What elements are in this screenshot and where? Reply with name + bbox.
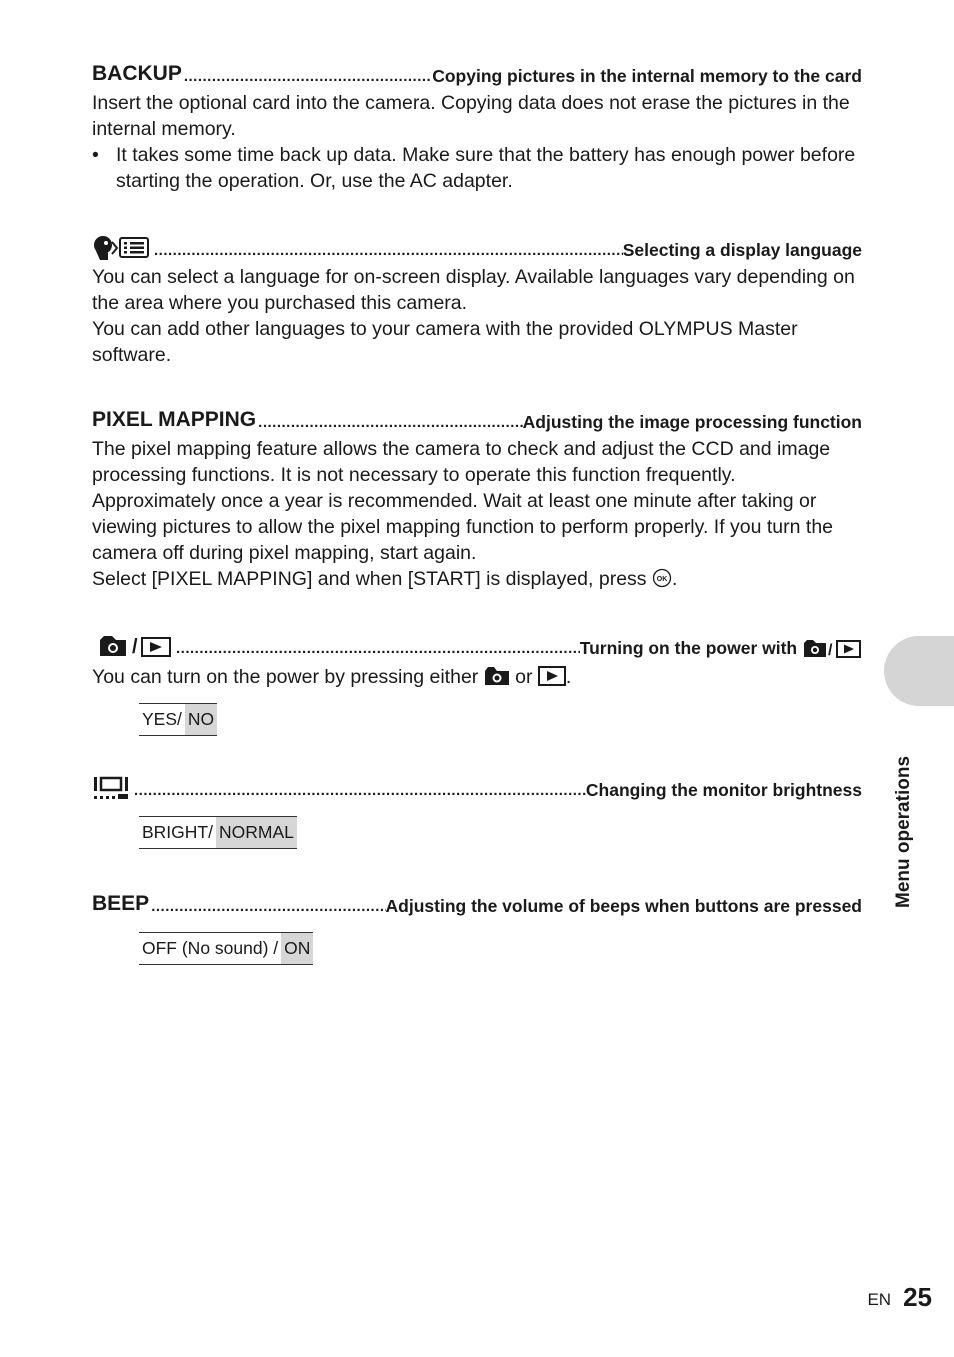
leader-dots xyxy=(256,414,523,432)
backup-description: Copying pictures in the internal memory to the card xyxy=(432,66,862,86)
pixel-mapping-paragraph-2 xyxy=(92,566,862,595)
chapter-tab xyxy=(884,636,954,706)
side-chapter-label: Menu operations xyxy=(893,755,914,908)
beep-title: BEEP xyxy=(92,892,150,915)
beep-heading xyxy=(92,886,862,916)
power-description xyxy=(580,638,862,658)
monitor-description: Changing the monitor brightness xyxy=(585,780,862,800)
backup-heading xyxy=(92,56,862,86)
bullet-mark: • xyxy=(92,144,99,166)
language-paragraph-1: You can select a language for on-screen display. Available languages vary depending on the area where you purchased this camera. xyxy=(92,266,855,314)
language-section xyxy=(92,230,862,368)
monitor-options xyxy=(139,816,297,849)
pixel-mapping-body xyxy=(92,436,862,595)
monitor-section xyxy=(92,770,862,849)
playback-icon xyxy=(538,666,566,693)
pixel-mapping-title: PIXEL MAPPING xyxy=(92,408,257,431)
power-heading xyxy=(92,628,862,658)
pixel-mapping-period: . xyxy=(671,568,678,590)
page-footer xyxy=(867,1282,932,1312)
backup-paragraph: Insert the optional card into the camera. Copying data does not erase the pictures in the internal memory. xyxy=(92,92,850,140)
option-yes: YES/ xyxy=(142,709,182,729)
ok-button-icon xyxy=(652,568,672,595)
leader-dots xyxy=(174,640,580,658)
camera-play-icon xyxy=(92,632,174,658)
svg-text:/: / xyxy=(132,636,138,658)
camera-play-icon xyxy=(802,638,862,658)
beep-options xyxy=(139,932,313,965)
option-on-default: ON xyxy=(281,933,313,964)
pixel-mapping-description: Adjusting the image processing function xyxy=(522,412,862,432)
monitor-brightness-icon xyxy=(92,774,132,800)
language-code: EN xyxy=(867,1290,892,1309)
backup-bullet xyxy=(92,142,862,194)
backup-section xyxy=(92,56,862,194)
backup-title: BACKUP xyxy=(92,62,182,85)
leader-dots xyxy=(152,242,623,260)
power-options xyxy=(139,703,217,736)
pixel-mapping-heading xyxy=(92,402,862,432)
power-description-text: Turning on the power with xyxy=(579,638,798,658)
svg-text:OK: OK xyxy=(656,576,668,583)
page-number: 25 xyxy=(903,1282,932,1312)
power-section xyxy=(92,628,862,736)
language-description: Selecting a display language xyxy=(622,240,862,260)
language-paragraph-2: You can add other languages to your camera with the provided OLYMPUS Master software. xyxy=(92,318,798,366)
leader-dots xyxy=(182,68,432,86)
option-normal-default: NORMAL xyxy=(216,817,297,848)
language-icon xyxy=(92,234,152,260)
svg-text:/: / xyxy=(828,642,833,658)
power-body xyxy=(92,664,862,693)
beep-section xyxy=(92,886,862,965)
power-text-pre: You can turn on the power by pressing either xyxy=(92,666,479,688)
camera-icon xyxy=(484,666,510,693)
beep-description: Adjusting the volume of beeps when buttons are pressed xyxy=(385,896,862,916)
option-no-default: NO xyxy=(185,704,217,735)
pixel-mapping-paragraph-1: The pixel mapping feature allows the camera to check and adjust the CCD and image processing functions. It is not necessary to operate this function frequently. Approximately once a year is recommended. Wait at least one minute after taking or viewing pictures to allow the pixel mapping function to perform properly. If you turn the camera off during pixel mapping, start again. xyxy=(92,438,834,564)
language-heading xyxy=(92,230,862,260)
power-text-or: or xyxy=(515,666,533,688)
monitor-heading xyxy=(92,770,862,800)
language-body xyxy=(92,264,862,368)
leader-dots xyxy=(132,782,586,800)
power-text-post: . xyxy=(565,666,572,688)
option-bright: BRIGHT/ xyxy=(142,822,213,842)
backup-bullet-text: It takes some time back up data. Make sure that the battery has enough power before starting the operation. Or, use the AC adapter. xyxy=(116,144,856,192)
backup-body xyxy=(92,90,862,194)
leader-dots xyxy=(149,898,385,916)
pixel-mapping-instruction: Select [PIXEL MAPPING] and when [START] is displayed, press xyxy=(92,568,647,590)
option-off: OFF (No sound) / xyxy=(142,938,279,958)
pixel-mapping-section xyxy=(92,402,862,595)
power-paragraph xyxy=(92,664,862,693)
